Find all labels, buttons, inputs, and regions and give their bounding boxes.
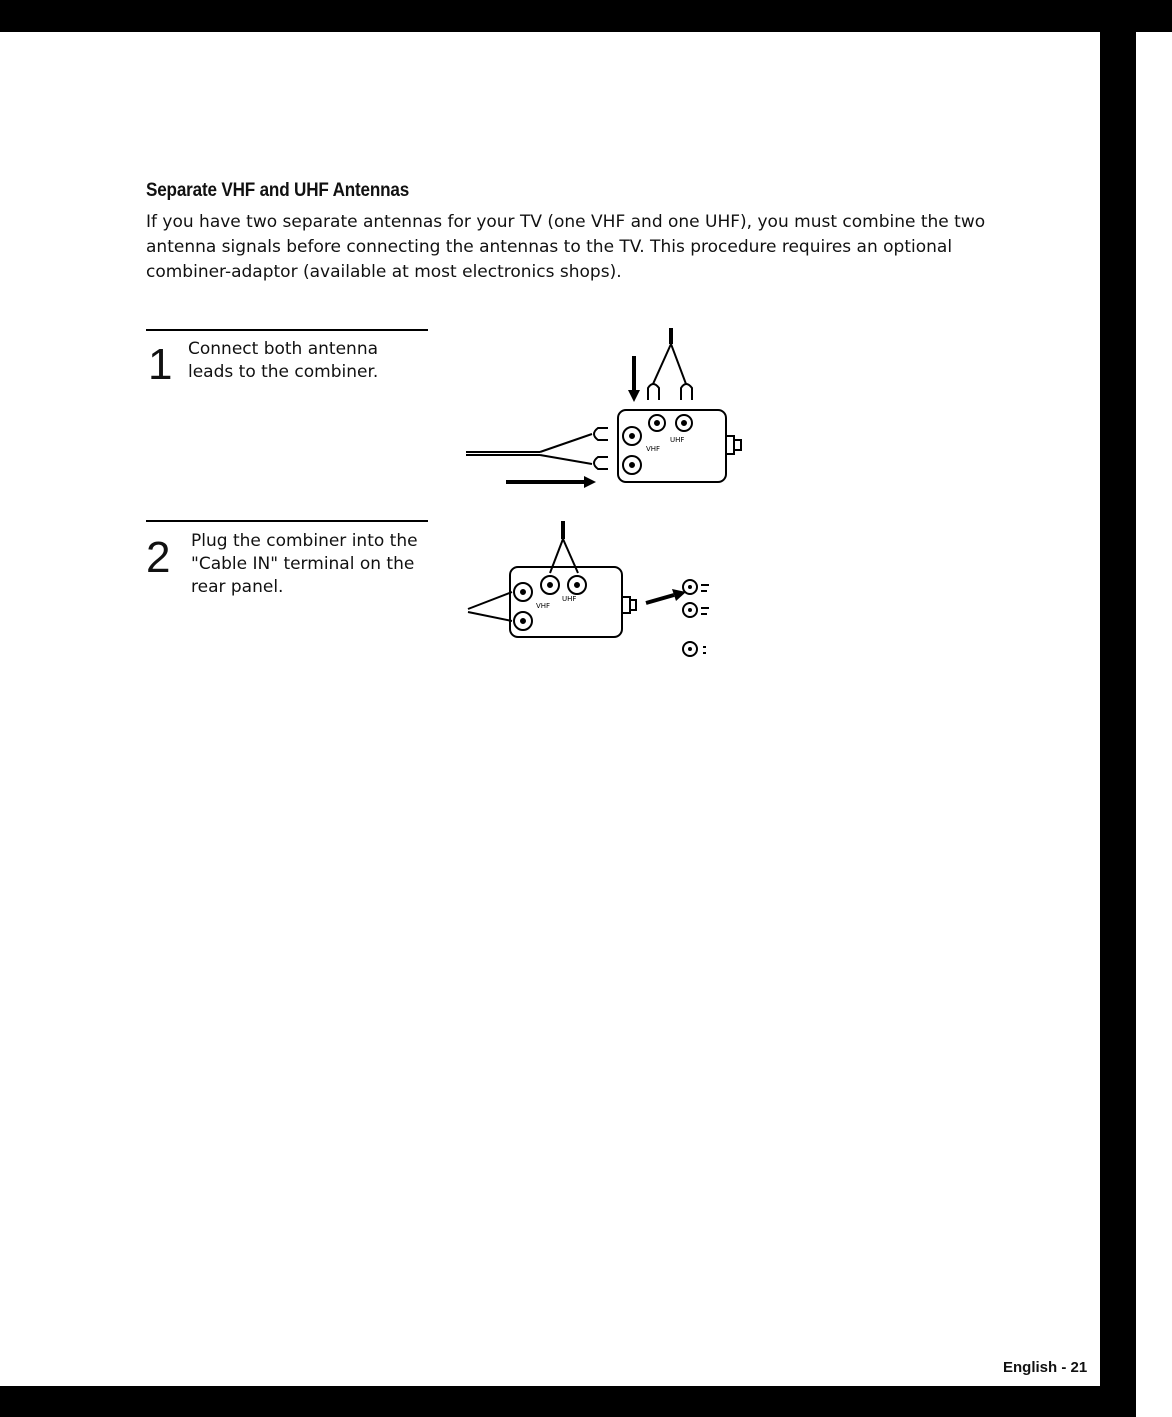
combiner-body — [618, 410, 726, 482]
bottom-border — [0, 1386, 1136, 1417]
lead-left — [653, 344, 671, 384]
label-uhf: UHF — [670, 436, 685, 444]
plug-arrow — [646, 595, 674, 603]
page-number: English - 21 — [1003, 1359, 1088, 1376]
lead-right — [671, 344, 686, 384]
output-connector — [726, 436, 734, 454]
spade-lug-bottom — [594, 457, 608, 469]
label-uhf: UHF — [562, 595, 577, 603]
spade-lug-right — [681, 384, 692, 400]
step-1-diagram — [460, 322, 750, 494]
section-title: Separate VHF and UHF Antennas — [146, 180, 410, 201]
step-2-text: Plug the combiner into the "Cable IN" terminal on the rear panel. — [191, 531, 418, 597]
step-2-diagram — [460, 515, 720, 665]
label-vhf: VHF — [646, 445, 661, 453]
step-1-text: Connect both antenna leads to the combiner. — [188, 339, 379, 382]
step-2-number: 2 — [146, 533, 171, 582]
step-1-rule — [146, 329, 428, 331]
step-2-rule — [146, 520, 428, 522]
spade-lug-top — [594, 428, 608, 440]
section-intro: If you have two separate antennas for your TV (one VHF and one UHF), you must combine the two antenna signals before connecting the antennas to the TV. This procedure requires an optional combiner-adaptor (available at most electronics shops). — [146, 212, 986, 282]
top-border — [0, 0, 1172, 32]
right-border — [1100, 0, 1136, 1417]
spade-lug-left — [648, 384, 659, 400]
label-vhf: VHF — [536, 602, 551, 610]
step-1-number: 1 — [148, 340, 173, 389]
